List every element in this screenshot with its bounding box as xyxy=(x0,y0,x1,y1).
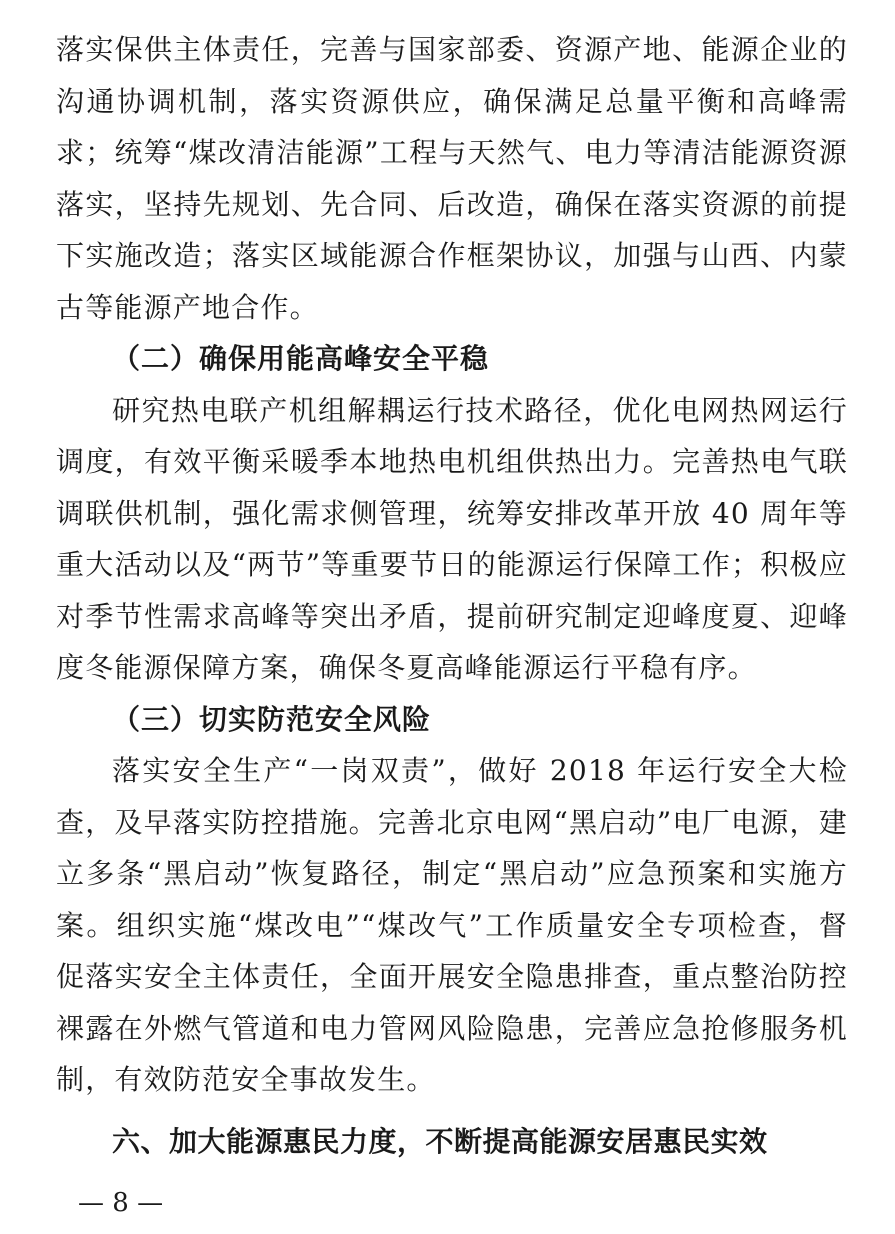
paragraph-energy-supply: 落实保供主体责任，完善与国家部委、资源产地、能源企业的沟通协调机制，落实资源供应，确保满足总量平衡和高峰需求；统筹“煤改清洁能源”工程与天然气、电力等清洁能源资源落实，坚持先规划、先合同、后改造，确保在落实资源的前提下实施改造；落实区域能源合作框架协议，加强与山西、内蒙古等能源产地合作。 xyxy=(56,33,848,324)
section-heading-six: 六、加大能源惠民力度，不断提高能源安居惠民实效 xyxy=(112,1124,768,1158)
page-number: — 8 — xyxy=(78,1188,164,1218)
document-body xyxy=(56,24,848,1170)
paragraph-safety-measures: 落实安全生产“一岗双责”，做好 2018 年运行安全大检查，及早落实防控措施。完善北京电网“黑启动”电厂电源，建立多条“黑启动”恢复路径，制定“黑启动”应急预案和实施方案。组织实施“煤改电”“煤改气”工作质量安全专项检查，督促落实安全主体责任，全面开展安全隐患排查，重点整治防控裸露在外燃气管道和电力管网风险隐患，完善应急抢修服务机制，有效防范安全事故发生。 xyxy=(56,754,848,1096)
subheading-safety-risk: （三）切实防范安全风险 xyxy=(112,702,432,736)
paragraph-peak-operation: 研究热电联产机组解耦运行技术路径，优化电网热网运行调度，有效平衡采暖季本地热电机组供热出力。完善热电气联调联供机制，强化需求侧管理，统筹安排改革开放 40 周年等重大活动以及“两节”等重要节日的能源运行保障工作；积极应对季节性需求高峰等突出矛盾，提前研究制定迎峰度夏、迎峰度冬能源保障方案，确保冬夏高峰能源运行平稳有序。 xyxy=(56,393,848,684)
subheading-peak-safety: （二）确保用能高峰安全平稳 xyxy=(112,342,490,375)
